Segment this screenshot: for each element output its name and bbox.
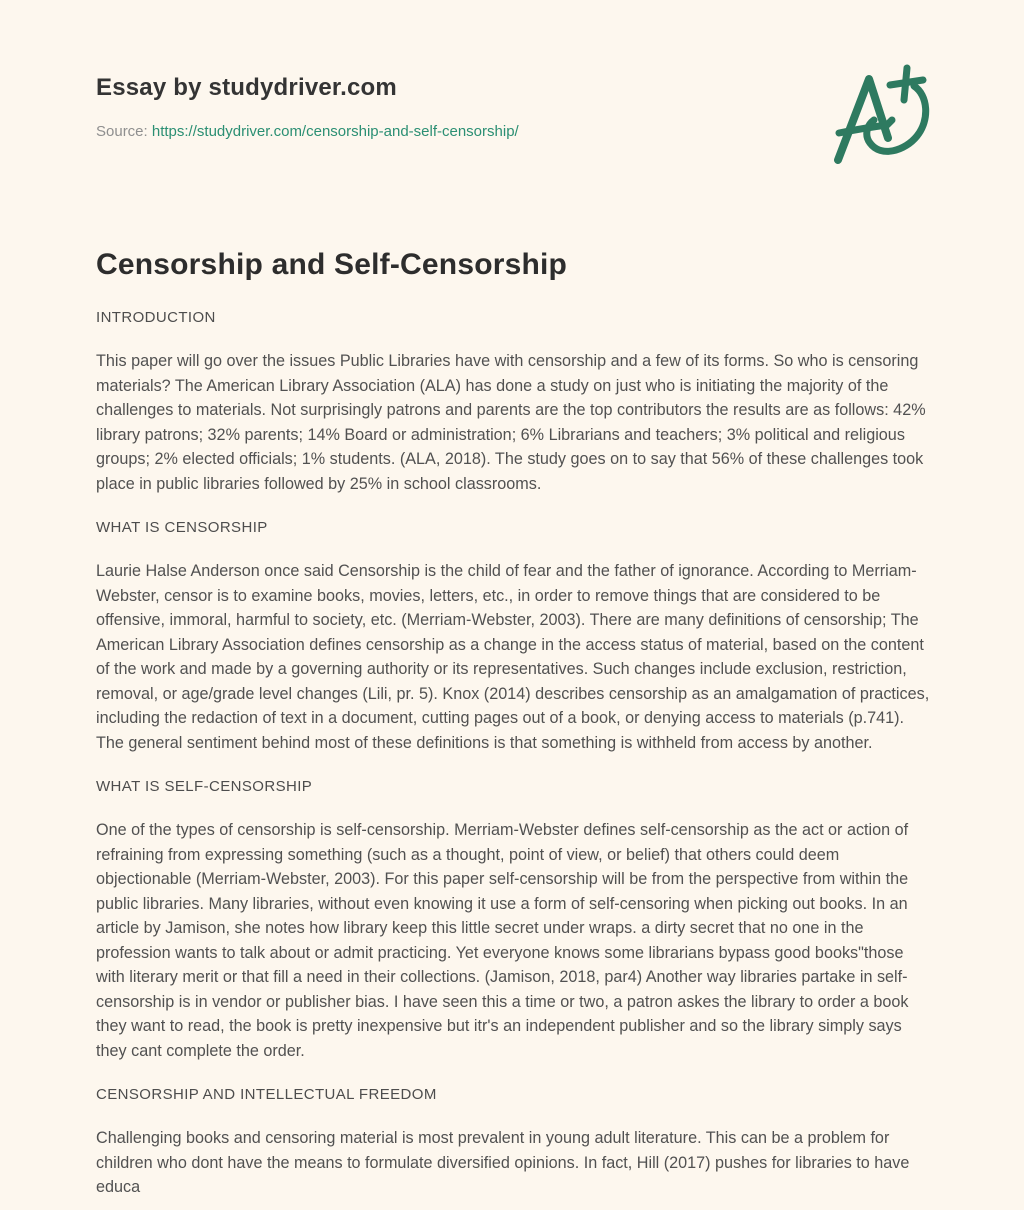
- source-line: [96, 123, 519, 140]
- section-heading-what-is-censorship: WHAT IS CENSORSHIP: [96, 519, 268, 536]
- essay-title: Censorship and Self-Censorship: [96, 248, 568, 281]
- essay-article: [96, 248, 932, 1210]
- section-heading-introduction: INTRODUCTION: [96, 309, 216, 326]
- source-label: Source:: [96, 123, 148, 140]
- a-plus-circled-icon: [824, 62, 936, 170]
- paragraph-censorship-and-intellectual-freedom: Challenging books and censoring material is most prevalent in young adult literature. This can be a problem for children who dont have the means to formulate diversified opinions. In fact, Hill (2017) pushes for libraries to have educa: [96, 1129, 910, 1196]
- paragraph-what-is-self-censorship: One of the types of censorship is self-censorship. Merriam-Webster defines self-censorship as the act or action of refraining from expressing something (such as a thought, point of view, or belief) that others could deem objectionable (Merriam-Webster, 2003). For this paper self-censorship will be from the perspective from within the public libraries. Many libraries, without even knowing it use a form of self-censoring when picking out books. In an article by Jamison, she notes how library keep this little secret under wraps. a dirty secret that no one in the profession wants to talk about or admit practicing. Yet everyone knows some librarians bypass good books"those with literary merit or that fill a need in their collections. (Jamison, 2018, par4) Another way libraries partake in self-censorship is in vendor or publisher bias. I have seen this a time or two, a patron askes the library to order a book they want to read, the book is pretty inexpensive but itr's an independent publisher and so the library simply says they cant complete the order.: [96, 821, 909, 1060]
- paragraph-what-is-censorship: Laurie Halse Anderson once said Censorship is the child of fear and the father of ignorance. According to Merriam-Webster, censor is to examine books, movies, letters, etc., in order to remove things that are considered to be offensive, immoral, harmful to society, etc. (Merriam-Webster, 2003). There are many definitions of censorship; The American Library Association defines censorship as a change in the access status of material, based on the content of the work and made by a governing authority or its representatives. Such changes include exclusion, restriction, removal, or age/grade level changes (Lili, pr. 5). Knox (2014) describes censorship as an amalgamation of practices, including the redaction of text in a document, cutting pages out of a book, or denying access to materials (p.741). The general sentiment behind most of these definitions is that something is withheld from access by another.: [96, 562, 930, 752]
- section-heading-censorship-and-intellectual-freedom: CENSORSHIP AND INTELLECTUAL FREEDOM: [96, 1086, 437, 1103]
- document-header-title: Essay by studydriver.com: [96, 74, 397, 101]
- section-heading-what-is-self-censorship: WHAT IS SELF-CENSORSHIP: [96, 778, 313, 795]
- source-url-link[interactable]: https://studydriver.com/censorship-and-self-censorship/: [151, 123, 519, 140]
- studydriver-logo: [824, 62, 936, 170]
- paragraph-introduction: This paper will go over the issues Public Libraries have with censorship and a few of its forms. So who is censoring materials? The American Library Association (ALA) has done a study on just who is initiating the majority of the challenges to materials. Not surprisingly patrons and parents are the top contributors the results are as follows: 42% library patrons; 32% parents; 14% Board or administration; 6% Librarians and teachers; 3% political and religious groups; 2% elected officials; 1% students. (ALA, 2018). The study goes on to say that 56% of these challenges took place in public libraries followed by 25% in school classrooms.: [96, 352, 926, 493]
